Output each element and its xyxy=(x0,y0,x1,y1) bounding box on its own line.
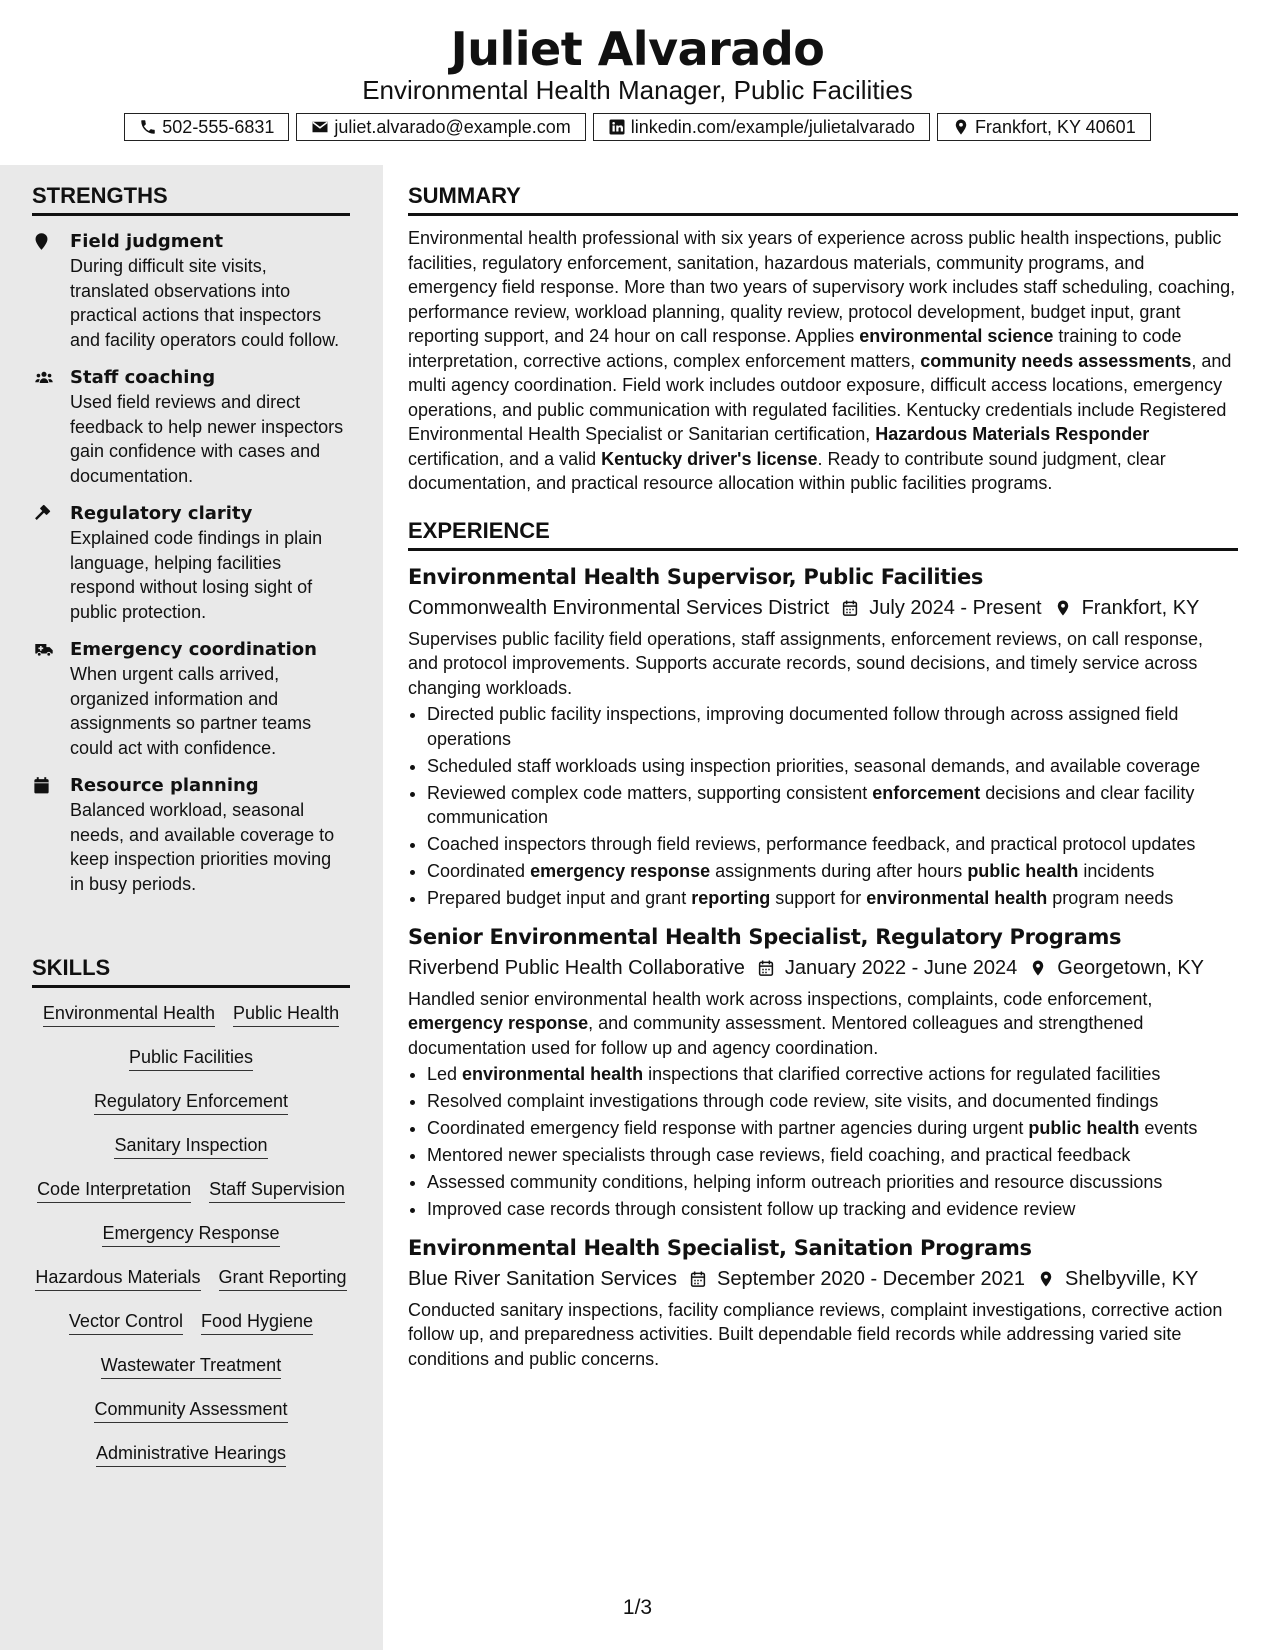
skill-tag: Hazardous Materials xyxy=(35,1266,200,1291)
skill-tag: Grant Reporting xyxy=(219,1266,347,1291)
gavel-icon xyxy=(32,504,51,523)
job-company: Blue River Sanitation Services xyxy=(408,1267,678,1290)
job-description: Handled senior environmental health work across inspections, complaints, code enforcement, emergency response, and community assessment. Mentored colleagues and strengthened documentation used for follow up and agency coordination. xyxy=(408,988,1153,1058)
strength-item xyxy=(32,774,350,896)
contact-bar xyxy=(0,113,1275,141)
location-pin-icon xyxy=(1054,599,1072,617)
bullet-item: • Assessed community conditions, helping inform outreach priorities and resource discussions xyxy=(427,1170,1238,1195)
emphasis-text: public health xyxy=(1028,1118,1140,1138)
section-title: EXPERIENCE xyxy=(408,518,1238,551)
job-location: Frankfort, KY xyxy=(1081,596,1200,619)
skill-tag: Wastewater Treatment xyxy=(101,1354,281,1379)
job-bullets xyxy=(408,1062,1238,1222)
contact-text: juliet.alvarado@example.com xyxy=(334,116,571,137)
emphasis-text: Kentucky driver's license xyxy=(601,448,818,469)
strength-desc: Explained code findings in plain language, helping facilities respond without losing sight of public protection. xyxy=(70,528,323,622)
skills-section xyxy=(32,955,350,1467)
skill-tag: Vector Control xyxy=(69,1310,183,1335)
location-pin-icon xyxy=(952,118,970,136)
contact-phone[interactable] xyxy=(124,113,289,141)
bullet-item: • Coordinated emergency response assignments during after hours public health incidents xyxy=(427,859,1238,884)
strength-title: Staff coaching xyxy=(70,367,216,388)
skill-tag: Emergency Response xyxy=(102,1222,279,1247)
strength-item xyxy=(32,230,350,352)
job-location: Georgetown, KY xyxy=(1057,956,1205,979)
bullet-item: • Resolved complaint investigations through code review, site visits, and documented findings xyxy=(427,1089,1238,1114)
skill-tag: Environmental Health xyxy=(43,1002,215,1027)
job-entry xyxy=(408,563,1238,911)
strength-item xyxy=(32,502,350,624)
job-entry xyxy=(408,1234,1238,1372)
contact-text: Frankfort, KY 40601 xyxy=(974,116,1136,137)
section-title: STRENGTHS xyxy=(32,183,350,216)
skill-tag: Public Facilities xyxy=(129,1046,253,1071)
section-title: SUMMARY xyxy=(408,183,1238,216)
bullet-item: • Coached inspectors through field reviews, performance feedback, and practical protocol updates xyxy=(427,832,1238,857)
strength-title: Resource planning xyxy=(70,775,259,796)
job-company: Riverbend Public Health Collaborative xyxy=(408,956,745,979)
contact-email[interactable] xyxy=(296,113,585,141)
contact-text: 502-555-6831 xyxy=(162,116,275,137)
emphasis-text: Hazardous Materials Responder xyxy=(875,424,1150,444)
job-meta xyxy=(408,593,1238,623)
bullet-item: • Scheduled staff workloads using inspection priorities, seasonal demands, and available coverage xyxy=(427,754,1238,779)
users-icon xyxy=(32,368,56,387)
job-title: Environmental Health Specialist, Sanitation Programs xyxy=(408,1235,1032,1260)
strength-desc: During difficult site visits, translated observations into practical actions that inspectors and facility operators could follow. xyxy=(70,256,340,350)
strength-desc: Balanced workload, seasonal needs, and available coverage to keep inspection priorities moving in busy periods. xyxy=(70,800,335,894)
location-pin-icon xyxy=(1037,1270,1055,1288)
emphasis-text: reporting xyxy=(691,888,771,908)
emphasis-text: environmental science xyxy=(859,326,1054,346)
job-dates: July 2024 - Present xyxy=(869,596,1042,619)
contact-text: linkedin.com/example/julietalvarado xyxy=(630,116,915,137)
skill-tag: Public Health xyxy=(233,1002,339,1027)
job-dates: January 2022 - June 2024 xyxy=(784,956,1018,979)
skill-tag: Code Interpretation xyxy=(37,1178,191,1203)
bullet-item: • Led environmental health inspections that clarified corrective actions for regulated facilities xyxy=(427,1062,1238,1087)
main-column xyxy=(408,183,1238,1373)
skill-tag: Sanitary Inspection xyxy=(114,1134,267,1159)
calendar-icon xyxy=(689,1270,707,1288)
strength-desc: Used field reviews and direct feedback to help newer inspectors gain confidence with cases and documentation. xyxy=(70,392,344,486)
skill-tag: Staff Supervision xyxy=(209,1178,345,1203)
strength-title: Regulatory clarity xyxy=(70,503,253,524)
ambulance-icon xyxy=(32,640,56,659)
bullet-item: • Directed public facility inspections, improving documented follow through across assigned field operations xyxy=(427,702,1238,751)
job-dates: September 2020 - December 2021 xyxy=(717,1267,1025,1290)
job-meta xyxy=(408,1264,1238,1294)
contact-linkedin[interactable] xyxy=(593,113,930,141)
strength-desc: When urgent calls arrived, organized information and assignments so partner teams could act with confidence. xyxy=(70,664,312,758)
bullet-item: • Reviewed complex code matters, supporting consistent enforcement decisions and clear facility communication xyxy=(427,781,1238,830)
job-meta xyxy=(408,953,1238,983)
page-number: 1/3 xyxy=(622,1596,653,1619)
location-pin-icon xyxy=(32,232,51,251)
bullet-item: • Coordinated emergency field response with partner agencies during urgent public health events xyxy=(427,1116,1238,1141)
strength-item xyxy=(32,366,350,488)
job-company: Commonwealth Environmental Services District xyxy=(408,596,830,619)
emphasis-text: public health xyxy=(967,861,1079,881)
emphasis-text: environmental health xyxy=(866,888,1048,908)
phone-icon xyxy=(139,118,157,136)
bullet-item: • Improved case records through consistent follow up tracking and evidence review xyxy=(427,1197,1238,1222)
job-location: Shelbyville, KY xyxy=(1064,1267,1199,1290)
skill-tag: Administrative Hearings xyxy=(96,1442,286,1467)
emphasis-text: environmental health xyxy=(462,1064,644,1084)
job-title: Senior Environmental Health Specialist, Regulatory Programs xyxy=(408,924,1122,949)
calendar-icon xyxy=(757,959,775,977)
job-entry xyxy=(408,923,1238,1222)
strength-title: Field judgment xyxy=(70,231,224,252)
job-title: Environmental Health Supervisor, Public Facilities xyxy=(408,564,984,589)
skills-list xyxy=(32,1002,350,1467)
skill-tag: Community Assessment xyxy=(94,1398,287,1423)
bullet-item: • Mentored newer specialists through case reviews, field coaching, and practical feedback xyxy=(427,1143,1238,1168)
job-description: Conducted sanitary inspections, facility compliance reviews, complaint investigations, corrective action follow up, and preparedness activities. Built dependable field records while addressing varied site conditions and public concerns. xyxy=(408,1299,1223,1369)
candidate-name: Juliet Alvarado xyxy=(450,22,825,76)
calendar-icon xyxy=(841,599,859,617)
strengths-section xyxy=(32,183,350,896)
strength-item xyxy=(32,638,350,760)
emphasis-text: emergency response xyxy=(530,861,711,881)
location-pin-icon xyxy=(1029,959,1047,977)
section-title: SKILLS xyxy=(32,955,350,988)
emphasis-text: enforcement xyxy=(872,782,981,803)
calendar-icon xyxy=(32,776,51,795)
skill-tag: Food Hygiene xyxy=(201,1310,313,1335)
job-description: Supervises public facility field operations, staff assignments, enforcement reviews, on call response, and protocol improvements. Supports accurate records, sound decisions, and timely service across changing workloads. xyxy=(408,628,1204,698)
contact-location[interactable] xyxy=(937,113,1151,141)
bullet-item: • Prepared budget input and grant reporting support for environmental health program needs xyxy=(427,886,1238,911)
strength-title: Emergency coordination xyxy=(70,639,317,660)
job-bullets xyxy=(408,702,1238,911)
envelope-icon xyxy=(311,118,329,136)
emphasis-text: community needs assessments xyxy=(920,350,1192,371)
summary-text: Environmental health professional with six years of experience across public health inspections, public facilities, regulatory enforcement, sanitation, hazardous materials, community programs, and emergency field response. More than two years of supervisory work includes staff scheduling, coaching, performance review, workload planning, quality review, protocol development, budget input, grant reporting support, and 24 hour on call response. Applies environmental science training to code interpretation, corrective actions, complex enforcement matters, community needs assessments, and multi agency coordination. Field work includes outdoor exposure, difficult access locations, emergency operations, and public communication with regulated facilities. Kentucky credentials include Registered Environmental Health Specialist or Sanitarian certification, Hazardous Materials Responder certification, and a valid Kentucky driver's license. Ready to contribute sound judgment, clear documentation, and practical resource allocation within public facilities programs. xyxy=(408,228,1236,493)
linkedin-icon xyxy=(608,118,626,136)
emphasis-text: emergency response xyxy=(408,1013,589,1033)
skill-tag: Regulatory Enforcement xyxy=(94,1090,288,1115)
candidate-role: Environmental Health Manager, Public Facilities xyxy=(362,75,913,105)
